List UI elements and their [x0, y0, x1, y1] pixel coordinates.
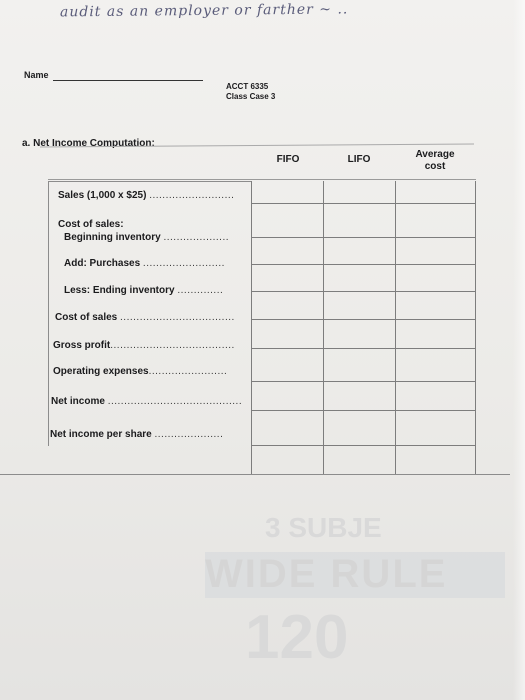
row-label-cost-of-sales-heading: [58, 219, 124, 231]
row-text: Add: Purchases: [64, 258, 141, 269]
column-header-fifo: FIFO: [276, 154, 300, 165]
row-label-gross-profit: [53, 340, 235, 352]
course-title: Class Case 3: [226, 92, 276, 101]
row-label-net-income-per-share: [50, 429, 223, 441]
row-text: Cost of sales:: [58, 219, 124, 230]
dot-leader: ..............: [177, 285, 224, 296]
grid-vline: [323, 181, 324, 475]
row-label-ending-inventory: [64, 285, 223, 297]
grid-hline: [251, 203, 476, 204]
grid-hline: [251, 264, 476, 265]
row-text: Cost of sales: [55, 312, 118, 323]
column-header-lifo: LIFO: [347, 154, 371, 165]
section-title: a. Net Income Computation:: [22, 138, 155, 149]
table-header-rule: [48, 179, 476, 180]
row-text: Net income: [51, 396, 105, 407]
watermark-text-subject: 3 SUBJE: [265, 512, 382, 543]
row-text: Beginning inventory: [64, 232, 161, 243]
name-label: Name: [24, 70, 49, 80]
dot-leader: .........................................: [107, 396, 243, 407]
row-label-sales: [58, 190, 234, 202]
course-code: ACCT 6335: [226, 82, 269, 91]
dot-leader: ......................................: [110, 340, 235, 351]
name-blank-line: [53, 80, 203, 81]
column-header-average-cost-label: Average cost: [415, 149, 455, 172]
column-header-average-cost: [395, 149, 475, 179]
grid-vline: [251, 181, 252, 475]
course-heading: [226, 82, 275, 102]
watermark-text-count: 120: [245, 603, 349, 672]
grid-hline: [251, 410, 476, 411]
grid-vline: [475, 181, 476, 475]
row-label-operating-expenses: [53, 366, 227, 378]
watermark-text-rule: WIDE RULE: [205, 552, 448, 596]
grid-vline: [395, 181, 396, 475]
dot-leader: ....................: [163, 232, 230, 243]
row-text: Less: Ending inventory: [64, 285, 175, 296]
row-text: Operating expenses: [53, 366, 149, 377]
answer-grid: [251, 181, 476, 475]
row-label-beginning-inventory: [64, 232, 229, 244]
grid-hline: [251, 237, 476, 238]
grid-hline: [251, 381, 476, 382]
row-label-purchases: [64, 258, 225, 270]
handwritten-note: audit as an employer or farther ~ ..: [59, 1, 349, 21]
grid-hline: [251, 445, 476, 446]
grid-hline: [251, 319, 476, 320]
row-label-net-income: [51, 396, 242, 408]
dot-leader: ...................................: [120, 312, 235, 323]
grid-hline: [251, 291, 476, 292]
row-text: Net income per share: [50, 429, 152, 440]
dot-leader: ........................: [148, 366, 228, 377]
dot-leader: ..........................: [149, 190, 235, 201]
row-text: Gross profit: [53, 340, 111, 351]
dot-leader: .....................: [154, 429, 224, 440]
table-bottom-rule: [0, 474, 510, 475]
notebook-cover-watermark: [205, 510, 505, 695]
row-text: Sales (1,000 x $25): [58, 190, 147, 201]
dot-leader: .........................: [142, 258, 225, 269]
grid-hline: [251, 348, 476, 349]
page-edge-highlight: [513, 0, 525, 700]
row-label-cost-of-sales: [55, 312, 235, 324]
